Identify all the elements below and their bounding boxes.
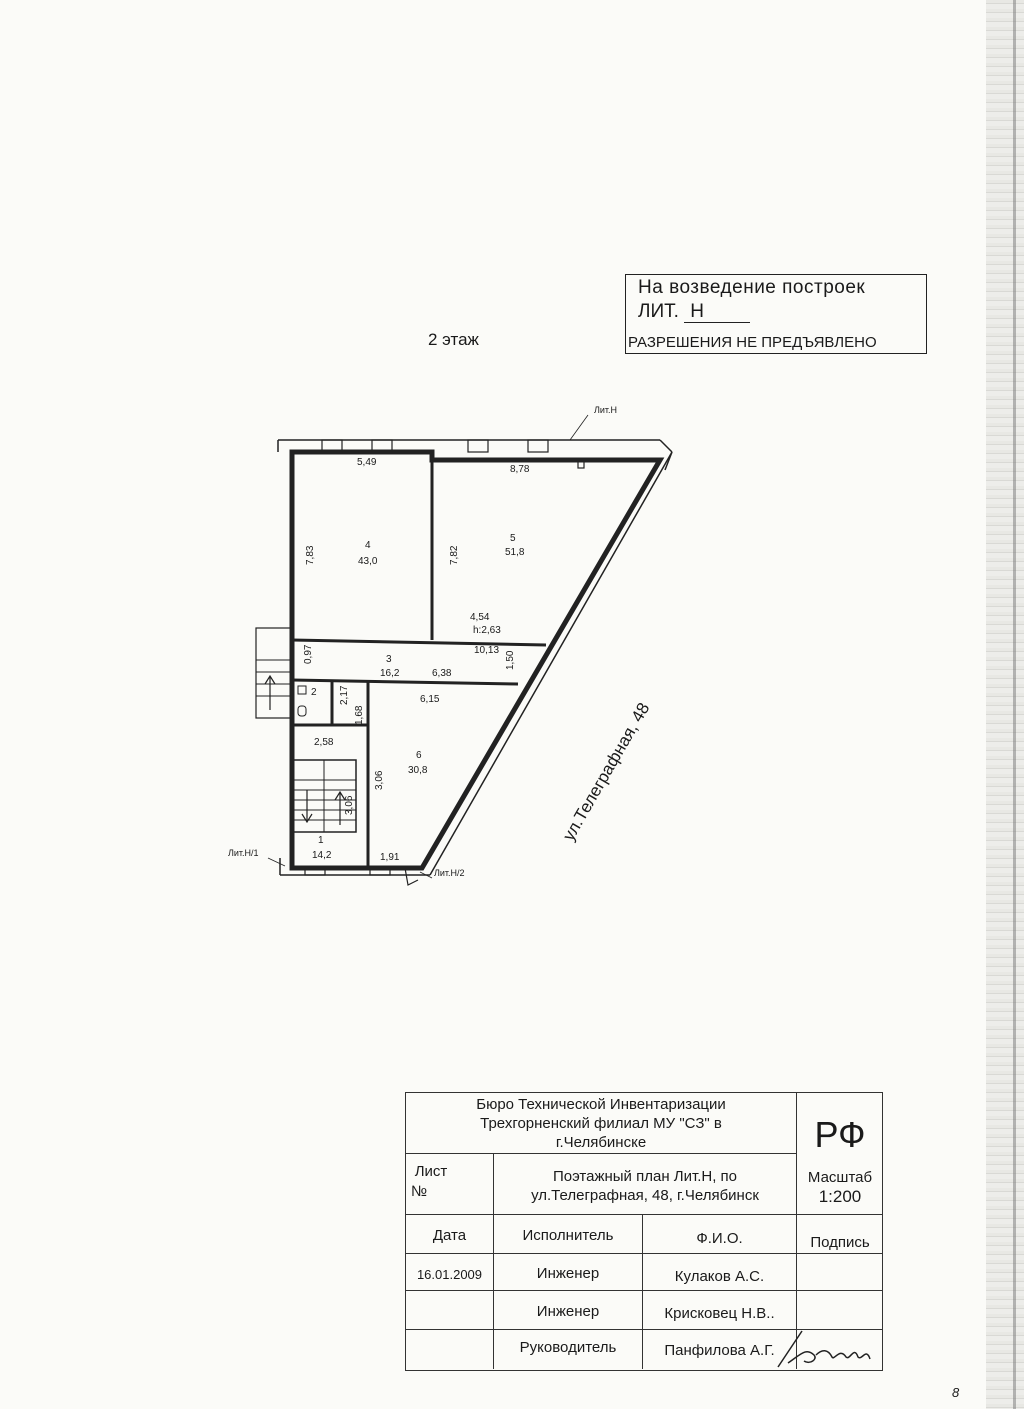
dim-room1-width: 2,58 bbox=[314, 737, 334, 748]
dim-room6-width: 6,15 bbox=[420, 694, 440, 705]
dim-corridor-len: 10,13 bbox=[474, 645, 500, 656]
handwritten-signature bbox=[770, 1325, 880, 1375]
sheet-label: Лист bbox=[414, 1163, 448, 1180]
dim-room5-height: 7,82 bbox=[449, 545, 460, 565]
floor-title: 2 этаж bbox=[428, 330, 479, 349]
lit-left-label: Лит.Н/1 bbox=[228, 848, 259, 858]
room6-area: 30,8 bbox=[408, 765, 428, 776]
org-line-2: Трехгорненский филиал МУ "СЗ" в bbox=[480, 1115, 722, 1132]
room5-area: 51,8 bbox=[505, 547, 525, 558]
dim-room5-inner: 4,54 bbox=[470, 612, 490, 623]
street-label: ул.Телеграфная, 48 bbox=[559, 699, 654, 844]
col-executor: Исполнитель bbox=[522, 1227, 614, 1244]
dim-room4-height: 7,83 bbox=[305, 545, 316, 565]
dim-room5-width: 8,78 bbox=[510, 464, 530, 475]
dim-corridor-width: 0,97 bbox=[303, 644, 314, 664]
page-number: 8 bbox=[952, 1385, 960, 1400]
desc-line-1: Поэтажный план Лит.Н, по bbox=[552, 1168, 738, 1185]
row3-name: Панфилова А.Г. bbox=[664, 1342, 775, 1359]
org-line-3: г.Челябинске bbox=[555, 1134, 647, 1151]
dim-room6-bottom: 1,91 bbox=[380, 852, 400, 863]
lit-top-label: Лит.Н bbox=[594, 405, 618, 415]
col-name: Ф.И.О. bbox=[696, 1230, 743, 1247]
desc-line-2: ул.Телеграфная, 48, г.Челябинск bbox=[531, 1187, 759, 1204]
room3-area: 16,2 bbox=[380, 668, 400, 679]
height-label: h:2,63 bbox=[473, 625, 501, 636]
lit-bottom-label: Лит.Н/2 bbox=[434, 868, 465, 878]
room3-number: 3 bbox=[386, 654, 392, 665]
col-signature: Подпись bbox=[810, 1234, 870, 1251]
row1-name: Кулаков А.С. bbox=[674, 1268, 765, 1285]
dim-room2-h1: 2,17 bbox=[339, 685, 350, 705]
dim-room2-h2: 1,68 bbox=[354, 705, 365, 725]
country-code: РФ bbox=[814, 1114, 866, 1155]
room4-number: 4 bbox=[365, 540, 371, 551]
row1-role: Инженер bbox=[536, 1265, 600, 1282]
col-date: Дата bbox=[432, 1227, 467, 1244]
stamp-line-3: РАЗРЕШЕНИЯ НЕ ПРЕДЪЯВЛЕНО bbox=[628, 334, 877, 351]
dim-room1-height: 3,06 bbox=[344, 795, 355, 815]
dim-room6-height: 3,06 bbox=[374, 770, 385, 790]
row3-role: Руководитель bbox=[519, 1339, 617, 1356]
dim-corridor-right: 1,50 bbox=[505, 650, 516, 670]
sheet-number-label: № bbox=[410, 1183, 428, 1200]
room5-number: 5 bbox=[510, 533, 516, 544]
scale-label: Масштаб bbox=[807, 1169, 873, 1186]
row1-date: 16.01.2009 bbox=[416, 1267, 483, 1282]
stamp-line-1: На возведение построек bbox=[638, 277, 866, 298]
row2-name: Крисковец Н.В.. bbox=[664, 1305, 775, 1322]
room4-area: 43,0 bbox=[358, 556, 378, 567]
room2-number: 2 bbox=[311, 687, 317, 698]
row2-role: Инженер bbox=[536, 1303, 600, 1320]
scale-value: 1:200 bbox=[818, 1187, 862, 1206]
stamp-lit-value: Н bbox=[684, 302, 750, 323]
room6-number: 6 bbox=[416, 750, 422, 761]
room1-number: 1 bbox=[318, 835, 324, 846]
stamp-lit-label: ЛИТ. bbox=[638, 301, 679, 322]
dim-corridor-seg: 6,38 bbox=[432, 668, 452, 679]
dim-room4-width: 5,49 bbox=[357, 457, 377, 468]
org-line-1: Бюро Технической Инвентаризации bbox=[476, 1096, 726, 1113]
room1-area: 14,2 bbox=[312, 850, 332, 861]
